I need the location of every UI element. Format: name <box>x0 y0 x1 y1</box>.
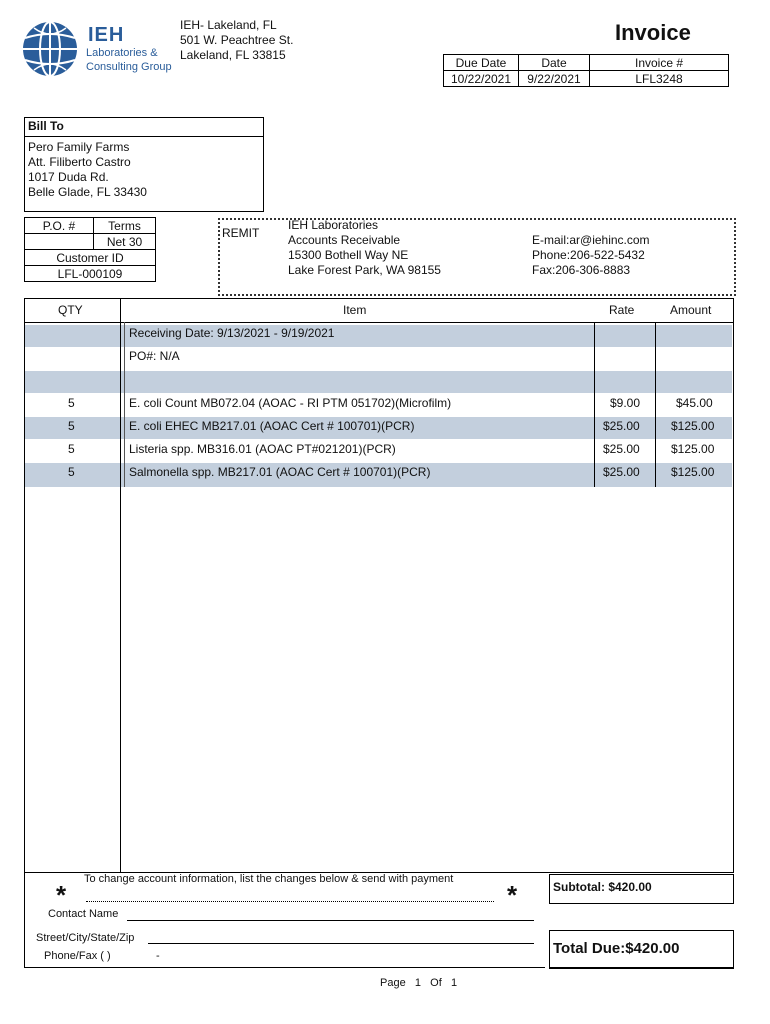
row-qty: 5 <box>68 419 75 433</box>
due-date-value: 10/22/2021 <box>444 71 519 87</box>
street-label: Street/City/State/Zip <box>36 932 135 944</box>
bill-to-line: 1017 Duda Rd. <box>28 170 109 184</box>
company-city: Lakeland, FL 33815 <box>180 48 286 62</box>
po-label: P.O. # <box>25 218 94 234</box>
row-item: PO#: N/A <box>129 349 180 363</box>
terms-label: Terms <box>94 218 156 234</box>
total-due-text: Total Due:$420.00 <box>553 940 680 957</box>
company-address <box>180 18 293 63</box>
company-name-line: IEH- Lakeland, FL <box>180 18 277 32</box>
bill-to-line: Belle Glade, FL 33430 <box>28 185 147 199</box>
change-dotted-line <box>86 898 494 902</box>
page-number <box>380 977 457 989</box>
remit-box <box>218 218 736 296</box>
page-current: 1 <box>414 977 421 989</box>
bill-to-line: Pero Family Farms <box>28 140 130 154</box>
row-item: E. coli EHEC MB217.01 (AOAC Cert # 100701)(PCR) <box>129 419 415 433</box>
company-street: 501 W. Peachtree St. <box>180 33 294 47</box>
remit-line: Lake Forest Park, WA 98155 <box>288 263 441 277</box>
due-date-label: Due Date <box>444 55 519 71</box>
row-item: Receiving Date: 9/13/2021 - 9/19/2021 <box>129 326 335 340</box>
star-right: * <box>507 880 518 910</box>
row-amount: $125.00 <box>671 465 715 479</box>
date-value: 9/22/2021 <box>519 71 590 87</box>
row-qty: 5 <box>68 465 75 479</box>
logo-line1: Laboratories & <box>86 47 158 59</box>
phone-dash: - <box>156 950 160 962</box>
remit-label: REMIT <box>222 226 260 240</box>
row-rate: $25.00 <box>603 419 640 433</box>
change-note: To change account information, list the changes below & send with payment <box>84 873 454 885</box>
item-header: Item <box>343 303 367 317</box>
page-label: Page <box>380 977 406 989</box>
col-divider <box>124 322 125 487</box>
qty-header: QTY <box>58 303 83 317</box>
date-label: Date <box>519 55 590 71</box>
row-rate: $25.00 <box>603 442 640 456</box>
remit-line: 15300 Bothell Way NE <box>288 248 409 262</box>
invoice-no-label: Invoice # <box>590 55 729 71</box>
remit-address <box>288 218 441 278</box>
street-field[interactable] <box>148 930 534 944</box>
contact-name-label: Contact Name <box>48 908 119 920</box>
page-total: 1 <box>450 977 458 989</box>
row-amount: $45.00 <box>676 396 713 410</box>
amount-header: Amount <box>670 303 712 317</box>
row-qty: 5 <box>68 396 75 410</box>
row-amount: $125.00 <box>671 419 715 433</box>
contact-name-field[interactable] <box>127 906 534 921</box>
of-label: Of <box>430 977 442 989</box>
remit-line: Accounts Receivable <box>288 233 401 247</box>
bill-to-address <box>25 137 263 203</box>
globe-icon <box>20 20 82 78</box>
row-rate: $9.00 <box>610 396 641 410</box>
po-terms-table <box>24 217 156 282</box>
customer-id-value: LFL-000109 <box>25 266 156 282</box>
logo-abbrev: IEH <box>88 24 125 46</box>
remit-phone: Phone:206-522-5432 <box>532 248 645 262</box>
row-item: Listeria spp. MB316.01 (AOAC PT#021201)(PCR) <box>129 442 396 456</box>
star-left: * <box>56 880 67 910</box>
bill-to-label: Bill To <box>25 118 263 137</box>
col-divider <box>120 298 121 872</box>
row-item: Salmonella spp. MB217.01 (AOAC Cert # 100701)(PCR) <box>129 465 431 479</box>
col-divider <box>655 322 656 487</box>
items-header-divider <box>24 322 733 323</box>
company-logo <box>20 20 82 78</box>
row-item: E. coli Count MB072.04 (AOAC - RI PTM 051702)(Microfilm) <box>129 396 452 410</box>
row-amount: $125.00 <box>671 442 715 456</box>
remit-fax: Fax:206-306-8883 <box>532 263 631 277</box>
row-qty: 5 <box>68 442 75 456</box>
remit-email: E-mail:ar@iehinc.com <box>532 233 650 247</box>
invoice-title: Invoice <box>615 20 691 45</box>
invoice-no-value: LFL3248 <box>590 71 729 87</box>
customer-id-label: Customer ID <box>25 250 156 266</box>
terms-value: Net 30 <box>94 234 156 250</box>
bill-to-line: Att. Filiberto Castro <box>28 155 131 169</box>
subtotal-text: Subtotal: $420.00 <box>553 880 652 894</box>
rate-header: Rate <box>609 303 635 317</box>
po-value <box>25 234 94 250</box>
col-divider <box>594 322 595 487</box>
remit-line: IEH Laboratories <box>288 218 379 232</box>
row-rate: $25.00 <box>603 465 640 479</box>
row-band <box>25 371 732 393</box>
invoice-meta-table <box>443 54 729 87</box>
logo-line2: Consulting Group <box>86 61 172 73</box>
bill-to-box <box>24 117 264 212</box>
phone-label: Phone/Fax ( ) <box>44 950 111 962</box>
remit-contact <box>532 233 650 278</box>
